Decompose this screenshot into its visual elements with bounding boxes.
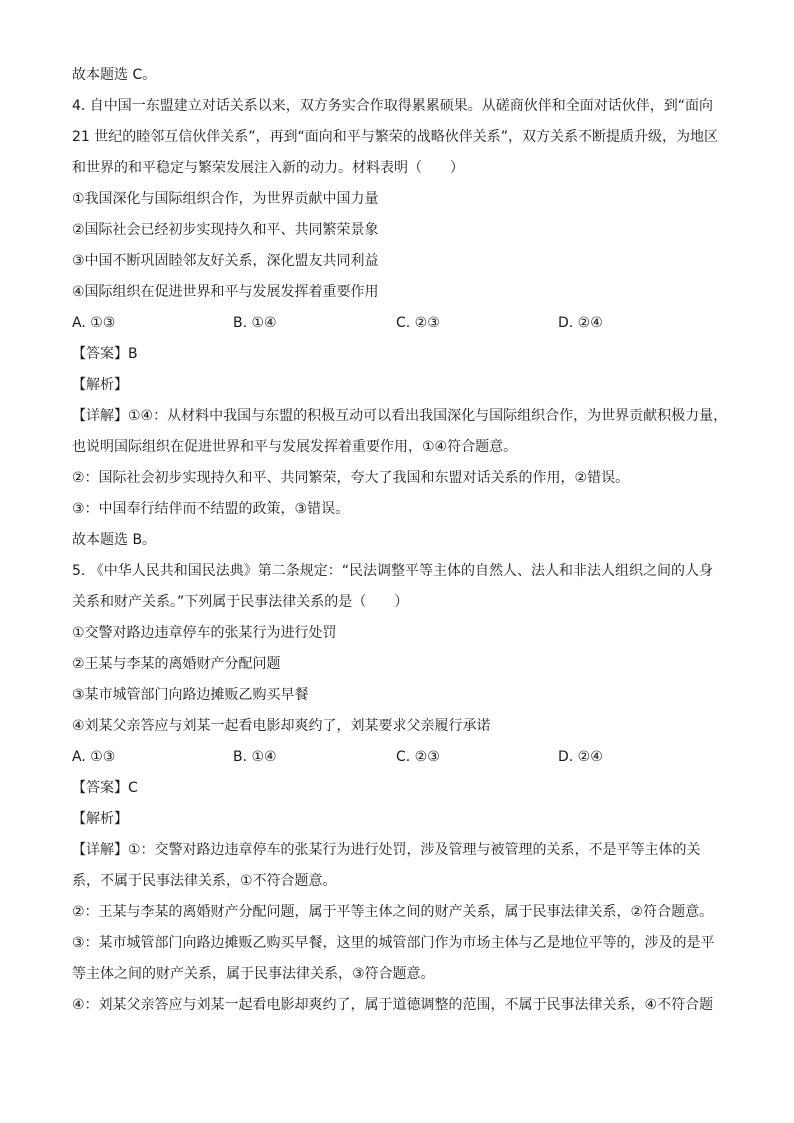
question-5 <box>72 556 732 1021</box>
q4-statement-3: ③中国不断巩固睦邻友好关系，深化盟友共同利益 <box>72 253 379 269</box>
q5-detail-line: ②：王某与李某的离婚财产分配问题，属于平等主体之间的财产关系，属于民事法律关系，②符合题意。 <box>72 904 714 920</box>
q4-stem-line: 21 世纪的睦邻互信伙伴关系”，再到“面向和平与繁荣的战略伙伴关系”，双方关系不断提质升级，为地区 <box>72 129 719 145</box>
q5-answer: 【答案】C <box>72 780 138 796</box>
q5-analysis-heading: 【解析】 <box>72 811 128 827</box>
q4-options <box>72 308 732 339</box>
q5-detail-line: ④：刘某父亲答应与刘某一起看电影却爽约了，属于道德调整的范围，不属于民事法律关系，④不符合题 <box>72 997 714 1013</box>
q5-detail-line: 系，不属于民事法律关系，①不符合题意。 <box>72 873 337 889</box>
q4-option-a: A. ①③ <box>72 315 116 331</box>
q5-option-d: D. ②④ <box>558 749 603 765</box>
question-4 <box>72 91 732 556</box>
q4-stem-line: 和世界的和平稳定与繁荣发展注入新的动力。材料表明（ ） <box>72 160 464 176</box>
q5-statement-4: ④刘某父亲答应与刘某一起看电影却爽约了，刘某要求父亲履行承诺 <box>72 718 491 734</box>
q4-conclusion: 故本题选 B。 <box>72 532 157 548</box>
q5-statement-3: ③某市城管部门向路边摊贩乙购买早餐 <box>72 687 309 703</box>
q5-option-b: B. ①④ <box>233 749 277 765</box>
q4-stem-line: 4. 自中国一东盟建立对话关系以来，双方务实合作取得累累硕果。从磋商伙伴和全面对话伙伴，到“面向 <box>72 98 714 114</box>
q5-detail-line: 【详解】①：交警对路边违章停车的张某行为进行处罚，涉及管理与被管理的关系，不是平等主体的关 <box>72 842 701 858</box>
q5-option-a: A. ①③ <box>72 749 116 765</box>
q4-answer: 【答案】B <box>72 346 138 362</box>
q4-detail-line: 【详解】①④：从材料中我国与东盟的积极互动可以看出我国深化与国际组织合作，为世界贡献积极力量， <box>72 408 728 424</box>
q4-statement-4: ④国际组织在促进世界和平与发展发挥着重要作用 <box>72 284 379 300</box>
q5-options <box>72 742 732 773</box>
prev-question-conclusion: 故本题选 C。 <box>72 67 157 83</box>
q4-option-d: D. ②④ <box>558 315 603 331</box>
q5-detail-line: ③：某市城管部门向路边摊贩乙购买早餐，这里的城管部门作为市场主体与乙是地位平等的，涉及的是平 <box>72 935 715 951</box>
q4-option-c: C. ②③ <box>396 315 440 331</box>
q5-option-c: C. ②③ <box>396 749 440 765</box>
q4-statement-2: ②国际社会已经初步实现持久和平、共同繁荣景象 <box>72 222 379 238</box>
document-page <box>72 60 732 1021</box>
q5-statement-1: ①交警对路边违章停车的张某行为进行处罚 <box>72 625 337 641</box>
q4-option-b: B. ①④ <box>233 315 277 331</box>
q4-analysis-heading: 【解析】 <box>72 377 128 393</box>
q4-detail-line: ③：中国奉行结伴而不结盟的政策，③错误。 <box>72 501 350 517</box>
q4-detail-line: 也说明国际组织在促进世界和平与发展发挥着重要作用，①④符合题意。 <box>72 439 518 455</box>
q5-stem-line: 5. 《中华人民共和国民法典》第二条规定：“民法调整平等主体的自然人、法人和非法人组织之间的人身 <box>72 563 714 579</box>
q5-stem-line: 关系和财产关系。”下列属于民事法律关系的是（ ） <box>72 594 409 610</box>
q5-statement-2: ②王某与李某的离婚财产分配问题 <box>72 656 281 672</box>
q4-statement-1: ①我国深化与国际组织合作，为世界贡献中国力量 <box>72 191 379 207</box>
q5-detail-line: 等主体之间的财产关系，属于民事法律关系，③符合题意。 <box>72 966 435 982</box>
q4-detail-line: ②：国际社会初步实现持久和平、共同繁荣，夸大了我国和东盟对话关系的作用，②错误。 <box>72 470 630 486</box>
